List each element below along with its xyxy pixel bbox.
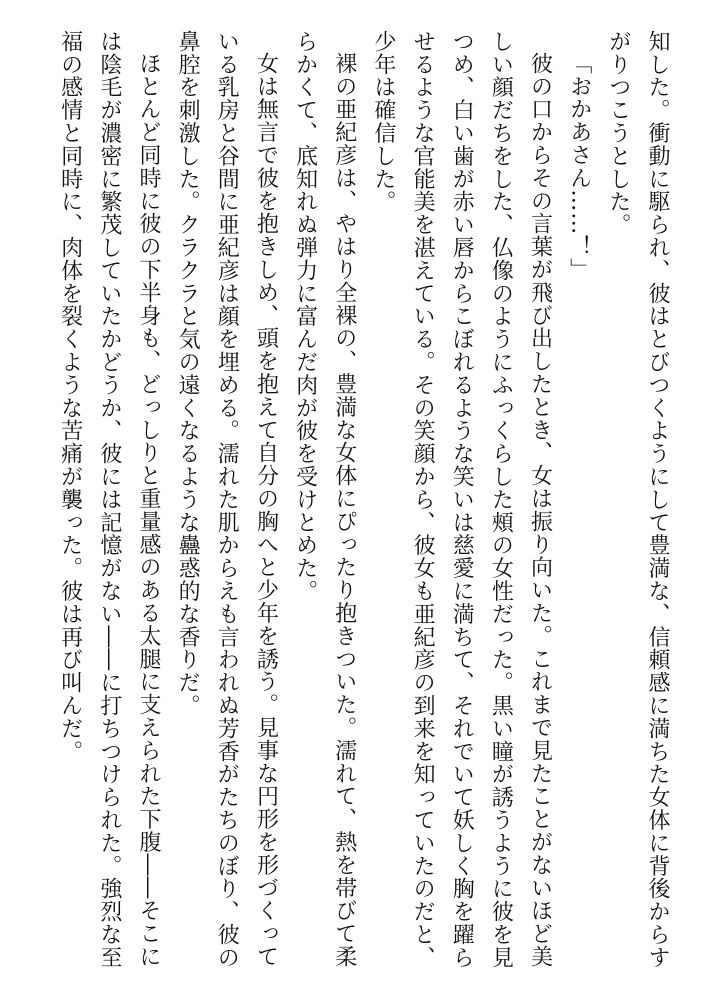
- paragraph-5: 女は無言で彼を抱きしめ、頭を抱えて自分の胸へと少年を誘う。見事な円形を形づくっている乳房と谷間に亜紀彦は顔を埋める。濡れた肌からえも言われぬ芳香がたちのぼり、彼の鼻腔を刺激した。クラクラと気の遠くなるような蠱惑的な香りだ。: [175, 30, 279, 969]
- paragraph-1: 知した。衝動に駆られ、彼はとびつくようにして豊満な、信頼感に満ちた女体に背後からすがりつこうとした。: [605, 30, 670, 969]
- paragraph-6: ほとんど同時に彼の下半身も、どっしりと重量感のある太腿に支えられた下腹――そこには陰毛が濃密に繁茂していたかどうか、彼には記憶がない――に打ちつけられた。強烈な至福の感情と同時に、肉体を裂くような苦痛が襲った。彼は再び叫んだ。: [57, 30, 161, 969]
- paragraph-4: 裸の亜紀彦は、やはり全裸の、豊満な女体にぴったり抱きついた。濡れて、熱を帯びて柔らかくて、底知れぬ弾力に富んだ肉が彼を受けとめた。: [292, 30, 357, 968]
- paragraph-3: 彼の口からその言葉が飛び出したとき、女は振り向いた。これまで見たことがないほど美しい顔だちをした、仏像のようにふっくらした頰の女性だった。黒い瞳が誘うように彼を見つめ、白い歯が赤い唇からこぼれるような笑いは慈愛に満ちて、それでいて妖しく胸を躍らせるような官能美を湛えている。その笑顔から、彼女も亜紀彦の到来を知っていたのだと、少年は確信した。: [370, 30, 553, 969]
- vertical-text-body: [27, 30, 677, 970]
- paragraph-2-dialogue: 「おかあさん……！」: [566, 52, 592, 281]
